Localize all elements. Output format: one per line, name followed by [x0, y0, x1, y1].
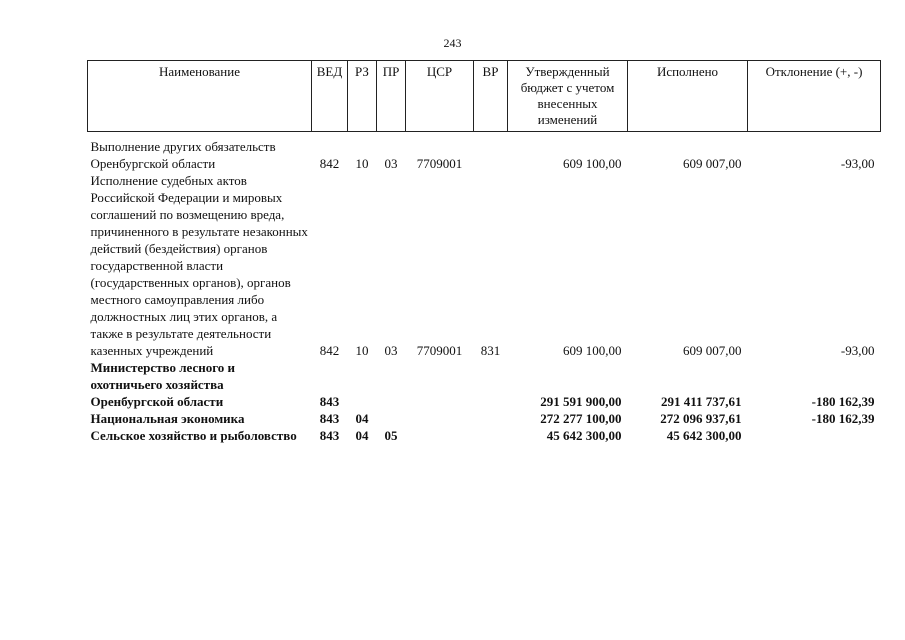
header-rz: РЗ — [348, 61, 377, 132]
row-executed: 609 007,00 — [683, 343, 742, 358]
row-approved: 272 277 100,00 — [540, 411, 622, 426]
header-pr: ПР — [377, 61, 406, 132]
row-pr — [377, 359, 406, 410]
row-ved: 843 — [319, 411, 340, 426]
row-ved: 842 — [319, 156, 340, 171]
row-approved: 609 100,00 — [563, 156, 622, 171]
row-csr — [406, 427, 474, 444]
table-row — [88, 359, 881, 410]
row-name: Исполнение судебных актов Российской Федерации и мировых соглашений по возмещению вреда, причиненного в результате незаконных действий (бездействия) органов государственной власти (государственных органов), органов местного самоуправления либо должностных лиц этих органов, а также в результате деятельности казенных учреждений — [90, 173, 308, 358]
row-name: Национальная экономика — [90, 411, 245, 426]
table-row — [88, 172, 881, 359]
row-csr: 7709001 — [416, 343, 463, 358]
row-executed: 272 096 937,61 — [660, 411, 742, 426]
row-rz: 04 — [355, 411, 369, 426]
row-deviation: -180 162,39 — [811, 411, 875, 426]
row-rz — [348, 359, 377, 410]
row-pr: 03 — [384, 156, 398, 171]
header-ved: ВЕД — [312, 61, 348, 132]
budget-execution-table — [87, 60, 881, 444]
row-rz: 04 — [355, 428, 369, 443]
row-ved: 843 — [319, 428, 340, 443]
row-name: Сельское хозяйство и рыболовство — [90, 428, 297, 443]
row-executed: 45 642 300,00 — [666, 428, 742, 443]
row-csr — [406, 359, 474, 410]
row-rz: 10 — [355, 156, 369, 171]
header-csr: ЦСР — [406, 61, 474, 132]
row-deviation: -93,00 — [840, 343, 875, 358]
table-header-row — [88, 61, 881, 132]
header-name: Наименование — [88, 61, 312, 132]
row-pr: 05 — [384, 428, 398, 443]
page-number: 243 — [443, 36, 462, 50]
row-deviation — [748, 427, 881, 444]
row-approved: 291 591 900,00 — [540, 394, 622, 409]
header-executed: Исполнено — [628, 61, 748, 132]
row-vr — [474, 359, 508, 410]
row-pr: 03 — [384, 343, 398, 358]
row-csr — [406, 410, 474, 427]
row-vr: 831 — [480, 343, 501, 358]
row-approved: 609 100,00 — [563, 343, 622, 358]
table-row — [88, 410, 881, 427]
header-deviation: Отклонение (+, -) — [748, 61, 881, 132]
row-vr — [474, 427, 508, 444]
row-ved: 842 — [319, 343, 340, 358]
row-pr — [377, 410, 406, 427]
row-deviation: -180 162,39 — [811, 394, 875, 409]
row-ved: 843 — [319, 394, 340, 409]
row-approved: 45 642 300,00 — [546, 428, 622, 443]
table-row — [88, 138, 881, 172]
row-deviation: -93,00 — [840, 156, 875, 171]
header-approved: Утвержденный бюджет с учетом внесенных изменений — [508, 61, 628, 132]
header-vr: ВР — [474, 61, 508, 132]
row-executed: 291 411 737,61 — [660, 394, 742, 409]
row-vr — [474, 138, 508, 172]
row-rz: 10 — [355, 343, 369, 358]
row-vr — [474, 410, 508, 427]
row-name: Выполнение других обязательств Оренбургской области — [90, 139, 276, 171]
row-name: Министерство лесного и охотничьего хозяйства Оренбургской области — [90, 360, 236, 409]
table-row — [88, 427, 881, 444]
row-csr: 7709001 — [416, 156, 463, 171]
row-executed: 609 007,00 — [683, 156, 742, 171]
